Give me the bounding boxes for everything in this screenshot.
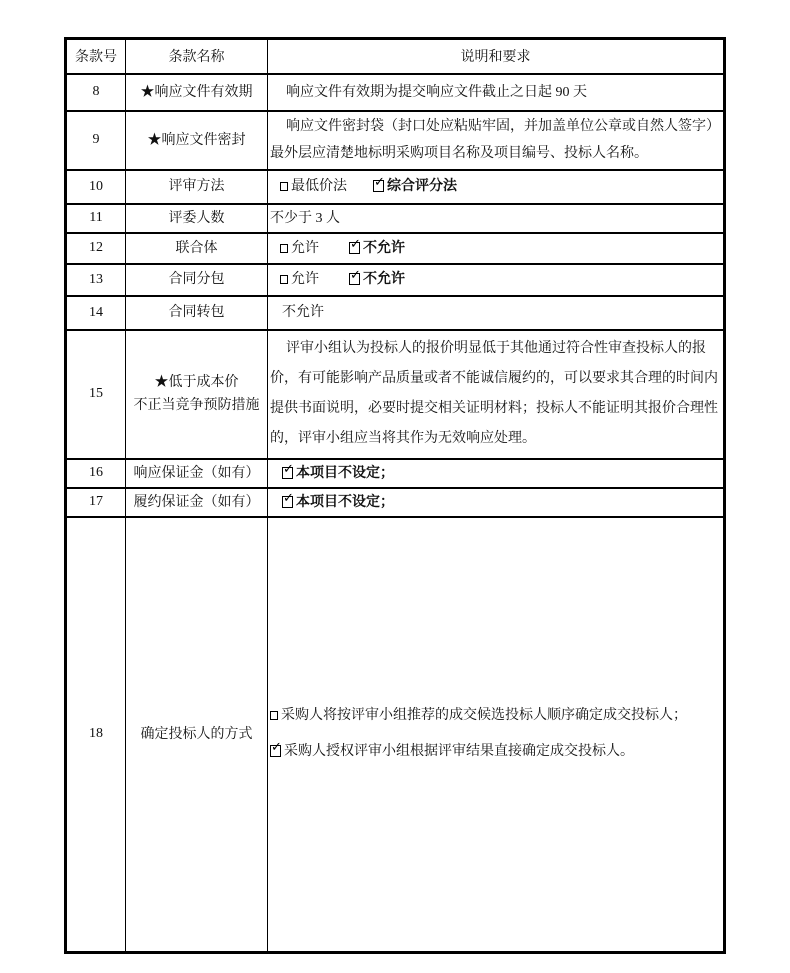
clause-description-cell <box>268 296 725 330</box>
clause-number-cell <box>66 74 126 111</box>
text-segment <box>270 211 340 226</box>
option-label: 不允许 <box>363 240 405 256</box>
checkbox-checked-icon <box>270 740 282 757</box>
description-line <box>268 705 723 727</box>
option-item <box>270 740 634 760</box>
checkbox-checked-icon <box>349 236 361 254</box>
clause-number: 18 <box>89 726 103 742</box>
check-mark-icon: ✓ <box>283 461 294 477</box>
text-segment <box>286 341 706 356</box>
clause-name-cell <box>126 204 268 233</box>
text-segment <box>270 146 648 161</box>
option-label: 不允许 <box>363 272 405 287</box>
check-mark-icon: ✓ <box>350 236 361 252</box>
option-item <box>349 268 405 287</box>
text-segment <box>270 401 718 416</box>
check-mark-icon: ✓ <box>350 268 361 283</box>
clause-number-cell <box>66 233 126 264</box>
description-text: 不允许 <box>282 305 324 320</box>
clause-name-line: 履约保证金（如有） <box>133 494 260 510</box>
option-item <box>280 179 347 194</box>
option-label: 采购人授权评审小组根据评审结果直接确定成交投标人。 <box>284 744 634 760</box>
header-clause-number: 条款号 <box>66 39 126 74</box>
description-text: 评审小组认为投标人的报价明显低于其他通过符合性审查投标人的报 <box>286 341 706 356</box>
description-line <box>268 299 723 326</box>
option-item <box>349 236 405 256</box>
clause-description-cell <box>268 204 725 233</box>
option-item <box>373 175 457 194</box>
clause-name-line: 响应保证金（如有） <box>133 465 260 481</box>
clause-description-cell <box>268 233 725 264</box>
description-text: 最外层应清楚地标明采购项目名称及项目编号、投标人名称。 <box>270 146 648 161</box>
checkbox-empty-icon <box>280 244 288 253</box>
clause-name-cell <box>126 233 268 264</box>
clause-number: 15 <box>89 386 103 401</box>
option-label: 最低价法 <box>291 179 347 194</box>
clause-number-cell <box>66 296 126 330</box>
description-line <box>268 424 723 454</box>
text-segment <box>286 119 720 134</box>
option-item <box>280 241 319 256</box>
clause-number: 8 <box>92 84 100 99</box>
description-line <box>268 741 723 763</box>
option-label: 本项目不设定； <box>296 494 394 510</box>
clause-name-line: 联合体 <box>175 240 218 256</box>
clause-name-cell <box>126 111 268 170</box>
description-line <box>268 173 723 200</box>
checkbox-checked-icon <box>373 175 385 192</box>
clause-number: 16 <box>89 465 103 480</box>
checkbox-checked-icon <box>349 268 361 285</box>
clause-name-cell <box>126 488 268 517</box>
table-header-row <box>66 39 725 74</box>
description-text: 响应文件密封袋（封口处应粘贴牢固，并加盖单位公章或自然人签字） <box>286 119 720 134</box>
clause-name-line: 评审方法 <box>168 179 225 194</box>
clause-number: 14 <box>89 304 103 320</box>
clause-number-cell <box>66 488 126 517</box>
clause-number: 17 <box>89 494 103 509</box>
table-row <box>66 204 725 233</box>
description-line <box>268 334 723 364</box>
clause-number: 13 <box>89 271 103 287</box>
clause-name-line: ★响应文件密封 <box>147 132 246 148</box>
clause-number-cell <box>66 170 126 204</box>
description-text: 提供书面说明，必要时提交相关证明材料；投标人不能证明其报价合理性 <box>270 401 718 416</box>
option-label: 允许 <box>291 272 319 287</box>
table-row <box>66 264 725 296</box>
clause-number: 9 <box>92 132 100 147</box>
option-item <box>282 461 394 481</box>
description-line <box>268 489 723 516</box>
clause-name-line: 合同转包 <box>168 305 225 320</box>
clause-name-line: 不正当竞争预防措施 <box>133 398 260 413</box>
description-line <box>268 394 723 424</box>
clause-description-cell <box>268 330 725 459</box>
clause-description-cell <box>268 264 725 296</box>
clause-name-line: 合同分包 <box>168 272 225 287</box>
checkbox-empty-icon <box>280 275 288 284</box>
description-text: 价，有可能影响产品质量或者不能诚信履约的，可以要求其合理的时间内 <box>270 371 718 386</box>
clause-number: 12 <box>89 240 103 255</box>
option-label: 本项目不设定； <box>296 465 394 481</box>
clause-number-cell <box>66 459 126 488</box>
clause-number-cell <box>66 517 126 953</box>
description-line <box>268 460 723 487</box>
clause-name-cell <box>126 264 268 296</box>
description-line <box>268 364 723 394</box>
checkbox-checked-icon <box>282 490 294 508</box>
clause-description-cell <box>268 111 725 170</box>
clause-name-cell <box>126 170 268 204</box>
clause-description-cell <box>268 74 725 111</box>
table-row <box>66 296 725 330</box>
check-mark-icon: ✓ <box>271 740 282 756</box>
table-row <box>66 74 725 111</box>
option-item <box>280 272 319 287</box>
description-text: 不少于 3 人 <box>270 210 340 226</box>
table-row <box>66 233 725 264</box>
clause-name-cell <box>126 74 268 111</box>
check-mark-icon: ✓ <box>283 490 294 506</box>
clauses-table <box>64 37 726 954</box>
clause-number-cell <box>66 330 126 459</box>
description-line <box>268 140 723 167</box>
option-label: 综合评分法 <box>387 179 457 194</box>
table-row <box>66 459 725 488</box>
table-row <box>66 111 725 170</box>
clause-name-line: 评委人数 <box>168 210 225 226</box>
clause-name-cell <box>126 330 268 459</box>
text-segment <box>270 431 536 446</box>
description-line <box>268 266 723 293</box>
header-description: 说明和要求 <box>268 39 725 74</box>
checkbox-empty-icon <box>270 711 278 720</box>
clause-name-line: 确定投标人的方式 <box>140 726 253 742</box>
table-row <box>66 517 725 953</box>
clause-number-cell <box>66 111 126 170</box>
text-segment <box>282 305 324 320</box>
option-label: 允许 <box>291 240 319 256</box>
clause-number: 11 <box>89 210 103 225</box>
option-label: 采购人将按评审小组推荐的成交候选投标人顺序确定成交投标人； <box>281 708 687 724</box>
clause-number: 10 <box>89 178 103 194</box>
description-line <box>268 113 723 140</box>
clause-number-cell <box>66 204 126 233</box>
description-line <box>268 205 723 232</box>
table-row <box>66 170 725 204</box>
option-item <box>282 490 394 510</box>
clause-description-cell <box>268 517 725 953</box>
clause-description-cell <box>268 170 725 204</box>
clause-number-cell <box>66 264 126 296</box>
table-row <box>66 330 725 459</box>
clause-name-cell <box>126 459 268 488</box>
checkbox-empty-icon <box>280 182 288 191</box>
option-item <box>270 708 687 723</box>
text-segment <box>270 371 718 386</box>
clause-description-cell <box>268 459 725 488</box>
table-row <box>66 488 725 517</box>
checkbox-checked-icon <box>282 461 294 479</box>
header-clause-name: 条款名称 <box>126 39 268 74</box>
clause-name-line: ★响应文件有效期 <box>140 84 253 100</box>
description-line <box>268 79 723 106</box>
description-text: 响应文件有效期为提交响应文件截止之日起 90 天 <box>286 84 587 100</box>
clause-name-cell <box>126 517 268 953</box>
description-text: 的，评审小组应当将其作为无效响应处理。 <box>270 431 536 446</box>
clause-description-cell <box>268 488 725 517</box>
clause-name-line: ★低于成本价 <box>154 375 239 390</box>
clause-name-cell <box>126 296 268 330</box>
description-line <box>268 235 723 262</box>
check-mark-icon: ✓ <box>374 175 385 190</box>
text-segment <box>286 85 587 100</box>
